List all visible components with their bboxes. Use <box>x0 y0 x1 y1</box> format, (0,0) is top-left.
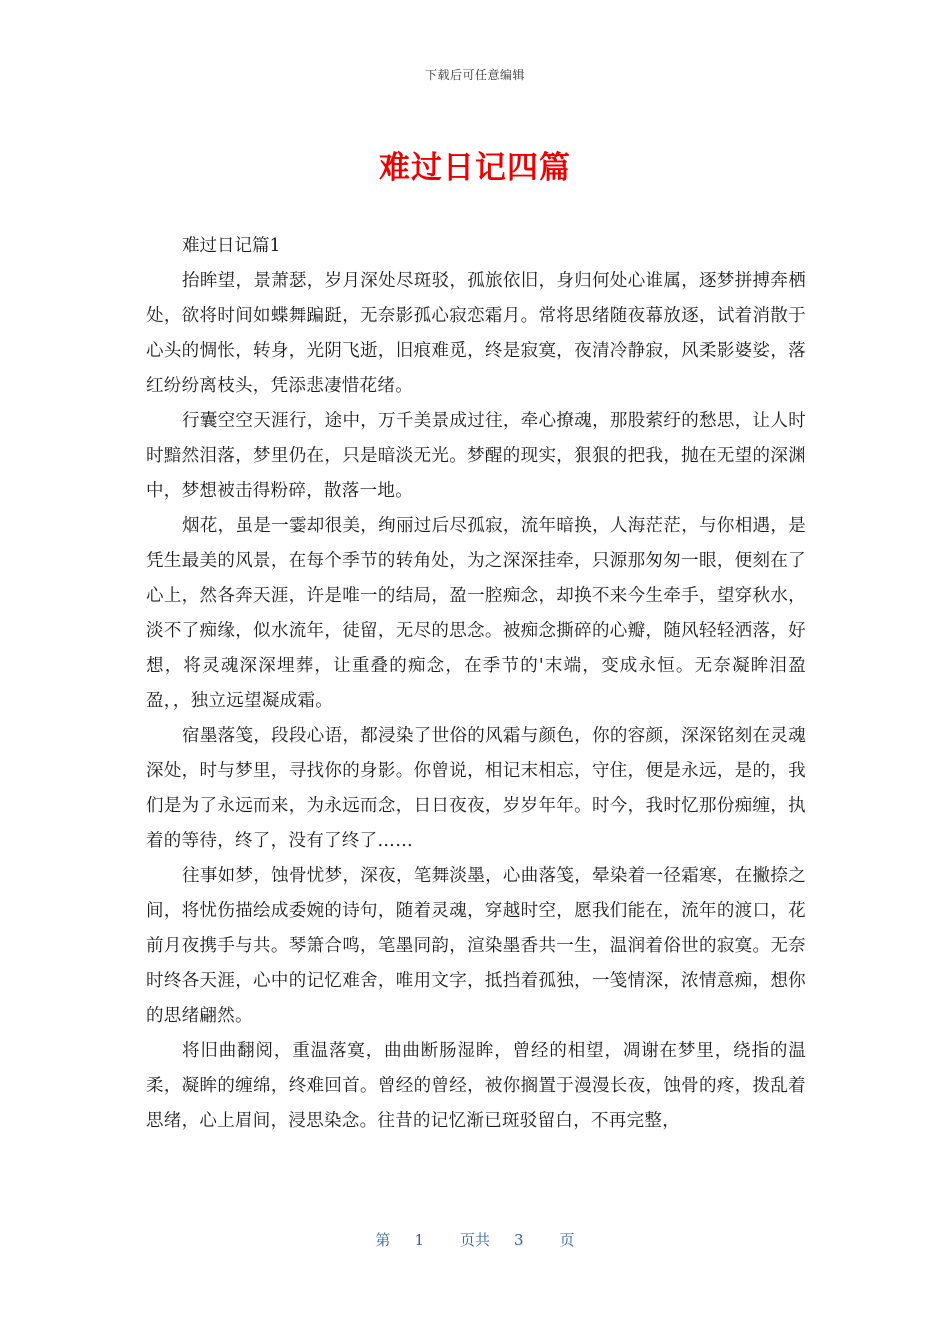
paragraph: 宿墨落笺，段段心语，都浸染了世俗的风霜与颜色，你的容颜，深深铭刻在灵魂深处，时与梦里，寻找你的身影。你曾说，相记末相忘，守住，便是永远，是的，我们是为了永远而来，为永远而念，日日夜夜，岁岁年年。时今，我时忆那份痴缠，执着的等待，终了，没有了终了…… <box>146 726 806 851</box>
paragraph: 将旧曲翻阅，重温落寞，曲曲断肠湿眸，曾经的相望，凋谢在梦里，绕指的温柔，凝眸的缠绵，终难回首。曾经的曾经，被你搁置于漫漫长夜，蚀骨的疼，拨乱着思绪，心上眉间，浸思染念。往昔的记忆渐已斑驳留白，不再完整， <box>146 1041 806 1131</box>
document-body <box>146 229 806 1139</box>
paragraph: 抬眸望，景萧瑟，岁月深处尽斑驳，孤旅依旧，身归何处心谁属，逐梦拼搏奔栖处，欲将时间如蝶舞蹁跹，无奈影孤心寂恋霜月。常将思绪随夜幕放逐，试着消散于心头的惆怅，转身，光阴飞逝，旧痕难觅，终是寂寞，夜清冷静寂，风柔影婆娑，落红纷纷离枝头，凭添悲凄惜花绪。 <box>146 271 806 396</box>
footer-page-number: 1 <box>414 1231 424 1249</box>
page-footer <box>0 1229 950 1250</box>
footer-middle: 页共 <box>459 1231 490 1249</box>
document-title: 难过日记四篇 <box>379 150 571 186</box>
footer-suffix: 页 <box>559 1231 575 1249</box>
section-heading: 难过日记篇1 <box>182 236 281 256</box>
paragraph: 烟花，虽是一霎却很美，绚丽过后尽孤寂，流年暗换，人海茫茫，与你相遇，是凭生最美的风景，在每个季节的转角处，为之深深挂牵，只源那匆匆一眼，便刻在了心上，然各奔天涯，许是唯一的结局，盈一腔痴念，却换不来今生牵手，望穿秋水，淡不了痴缘，似水流年，徒留，无尽的思念。被痴念撕碎的心瓣，随风轻轻洒落，好想，将灵魂深深埋葬，让重叠的痴念，在季节的'末端，变成永恒。无奈凝眸泪盈盈，，独立远望凝成霜。 <box>146 516 806 711</box>
footer-prefix: 第 <box>375 1231 391 1249</box>
paragraph: 往事如梦，蚀骨忧梦，深夜，笔舞淡墨，心曲落笺，晕染着一径霜寒，在撇捺之间，将忧伤描绘成委婉的诗句，随着灵魂，穿越时空，愿我们能在，流年的渡口，花前月夜携手与共。琴箫合鸣，笔墨同韵，渲染墨香共一生，温润着俗世的寂寞。无奈时终各天涯，心中的记忆难舍，唯用文字，抵挡着孤独，一笺情深，浓情意痴，想你的思绪翩然。 <box>146 866 806 1026</box>
footer-total-pages: 3 <box>514 1231 524 1249</box>
paragraph: 行囊空空天涯行，途中，万千美景成过往，牵心撩魂，那股萦纡的愁思，让人时时黯然泪落，梦里仍在，只是暗淡无光。梦醒的现实，狠狠的把我，抛在无望的深渊中，梦想被击得粉碎，散落一地。 <box>146 411 806 501</box>
header-note: 下载后可任意编辑 <box>424 68 525 82</box>
